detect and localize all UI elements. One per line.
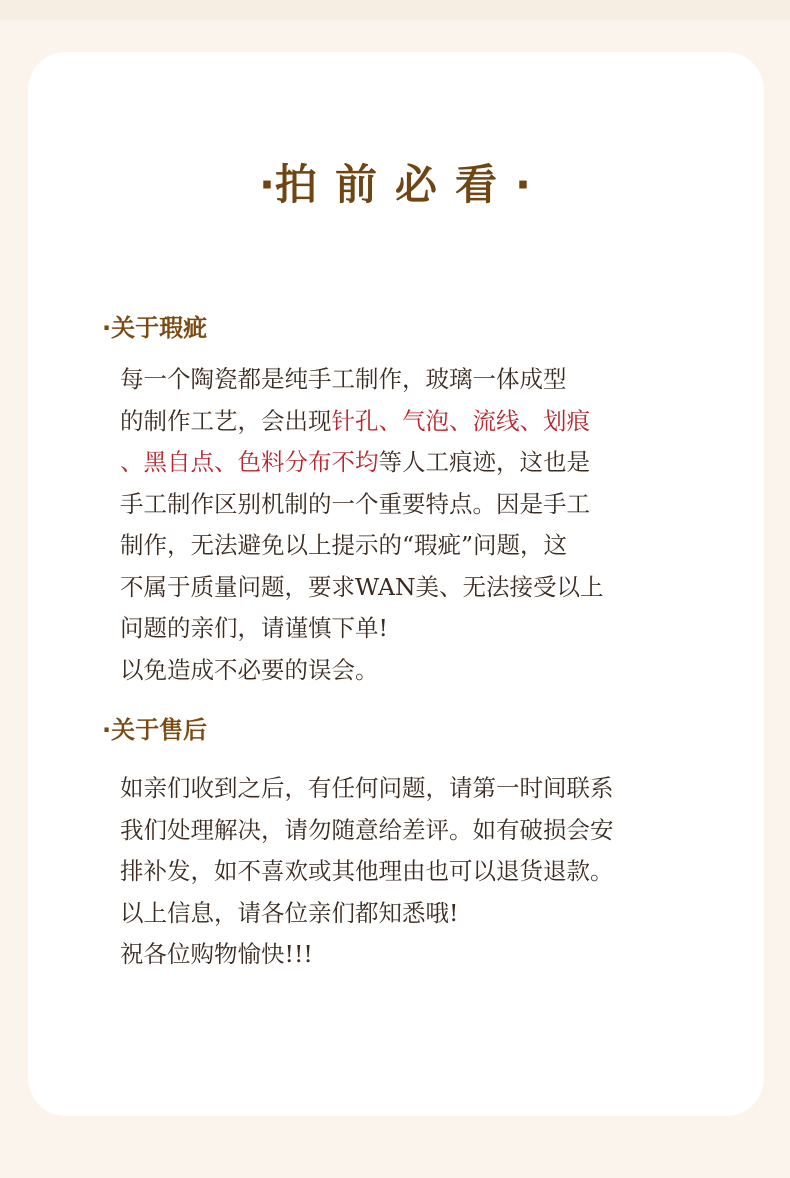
title-dot-left: ·	[259, 160, 275, 209]
text-line: 我们处理解决，请勿随意给差评。如有破损会安	[120, 815, 614, 844]
text-line: 手工制作区别机制的一个重要特点。因是手工	[120, 489, 590, 518]
section-body-flaws	[120, 359, 720, 691]
highlighted-text: 针孔、气泡、流线、划痕	[331, 406, 590, 435]
text-line: 、黑自点、色料分布不均等人工痕迹，这也是	[120, 448, 590, 476]
text-line: 如亲们收到之后，有任何问题，请第一时间联系	[120, 774, 614, 802]
text-line: 以免造成不必要的误会。	[120, 655, 379, 684]
top-strip	[0, 0, 790, 20]
text-line: 祝各位购物愉快!!!	[120, 940, 313, 968]
section-heading-flaws: ·关于瑕疵	[102, 314, 208, 342]
title-dot-right: ·	[515, 160, 531, 209]
text-line: 每一个陶瓷都是纯手工制作，玻璃一体成型	[120, 365, 567, 393]
text-line: 问题的亲们，请谨慎下单!	[120, 614, 388, 642]
highlighted-text: 、黑自点、色料分布不均	[120, 448, 379, 476]
text-line: 的制作工艺，会出现针孔、气泡、流线、划痕	[120, 406, 590, 435]
text-line: 制作，无法避免以上提示的“瑕疵”问题，这	[120, 531, 568, 559]
text-line: 以上信息，请各位亲们都知悉哦!	[120, 898, 459, 927]
text-line: 不属于质量问题，要求WAN美、无法接受以上	[120, 572, 604, 601]
text-line: 排补发，如不喜欢或其他理由也可以退货退款。	[120, 857, 614, 885]
section-body-after-sales	[120, 768, 720, 976]
page-title	[0, 150, 790, 220]
section-heading-after-sales: ·关于售后	[102, 716, 208, 744]
title-text: 拍前必看	[274, 160, 515, 209]
